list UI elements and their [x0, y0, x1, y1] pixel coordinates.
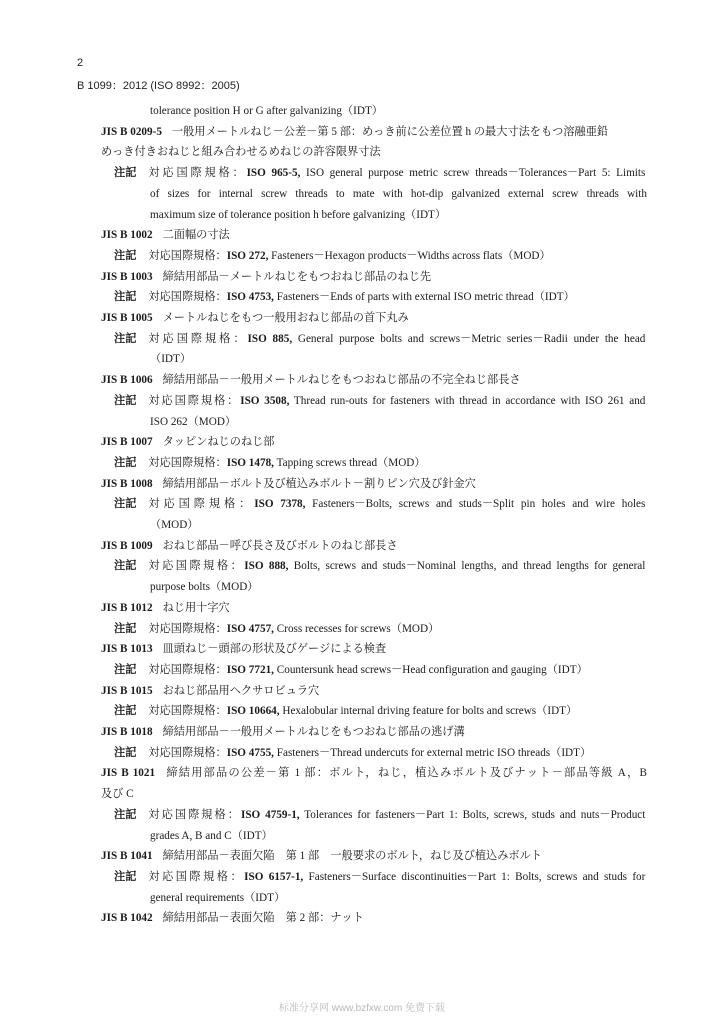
continued-text: ISO 262（MOD） — [150, 415, 237, 428]
iso-title: Fasteners－Hexagon products－Widths across flats（MOD） — [268, 249, 551, 262]
entry-title: おねじ部品用ヘクサロビュラ穴 — [162, 684, 320, 697]
iso-title: Tolerances for fasteners－Part 1: Bolts, screws, studs and nuts－Product — [299, 808, 646, 821]
standard-entry — [101, 601, 230, 616]
standard-entry — [101, 911, 364, 926]
note-label: 注記 — [114, 332, 137, 345]
page-number: 2 — [77, 57, 84, 69]
note-label: 注記 — [114, 167, 137, 180]
iso-title: Bolts, screws and studs－Nominal lengths, and thread lengths for general — [288, 560, 646, 573]
entry-title: メートルねじをもつ一般用おねじ部品の首下丸み — [162, 312, 409, 324]
note-label: 注記 — [114, 870, 137, 883]
note-text — [148, 166, 645, 181]
correspondence-note — [114, 663, 588, 678]
iso-title: Cross recesses for screws（MOD） — [273, 622, 440, 635]
note-text — [148, 870, 645, 885]
note-label: 注記 — [114, 622, 137, 635]
correspondence-note — [114, 166, 645, 181]
note-text — [148, 332, 645, 347]
note-text — [148, 808, 645, 823]
correspondence-note — [114, 870, 645, 885]
iso-number: ISO 272, — [226, 249, 269, 262]
entry-title: 締結用部品－表面欠陥 第 1 部 一般要求のボルト，ねじ及び植込みボルト — [162, 850, 542, 863]
note-text — [148, 249, 550, 264]
entry-title: 及び C — [101, 788, 134, 801]
standard-entry — [101, 684, 319, 699]
iso-number: ISO 10664, — [226, 705, 280, 718]
entry-title: 二面幅の寸法 — [162, 229, 230, 242]
jis-code: JIS B 1005 — [101, 312, 153, 324]
iso-number: ISO 7378, — [254, 498, 306, 511]
standard-entry — [101, 849, 542, 864]
note-label: 注記 — [114, 498, 137, 511]
note-text — [148, 704, 577, 719]
iso-title: General purpose bolts and screws－Metric series－Radii under the head — [292, 332, 646, 345]
note-prefix: 対応国際規格： — [148, 332, 248, 345]
note-prefix: 対応国際規格： — [148, 456, 227, 469]
iso-title: Tapping screws thread（MOD） — [273, 456, 426, 469]
entry-title: タッピンねじのねじ部 — [162, 436, 275, 449]
note-text — [148, 559, 645, 574]
jis-code: JIS B 1013 — [101, 643, 153, 656]
continued-text: （MOD） — [150, 519, 199, 531]
note-text — [148, 663, 587, 678]
standard-reference: B 1099：2012 (ISO 8992：2005) — [77, 80, 240, 92]
note-prefix: 対応国際規格： — [148, 394, 241, 407]
iso-number: ISO 6157-1, — [244, 870, 304, 883]
iso-title: Hexalobular internal driving feature for bolts and screws（IDT） — [279, 705, 578, 718]
note-continued — [150, 104, 383, 119]
jis-code: JIS B 1012 — [101, 601, 153, 614]
note-label: 注記 — [114, 705, 137, 718]
continued-text: of sizes for internal screw threads to mate with hot-dip galvanized external screw threads with — [150, 187, 647, 200]
jis-code: JIS B 1009 — [101, 539, 153, 552]
note-text — [148, 497, 645, 512]
entry-title: めっき付きおねじと組み合わせるめねじの許容限界寸法 — [101, 146, 381, 159]
jis-code: JIS B 1006 — [101, 374, 153, 387]
note-label: 注記 — [114, 746, 137, 759]
jis-code: JIS B 1018 — [101, 726, 153, 738]
continued-text: grades A, B and C（IDT） — [150, 829, 273, 842]
note-prefix: 対応国際規格： — [148, 746, 227, 759]
iso-title: ISO general purpose metric screw threads－Tolerances－Part 5: Limits — [300, 167, 646, 180]
note-prefix: 対応国際規格： — [148, 870, 245, 883]
entry-title: 締結用部品－ボルト及び植込みボルト－割りピン穴及び針金穴 — [162, 477, 476, 490]
note-continued — [150, 415, 236, 430]
note-text — [148, 290, 574, 305]
jis-code: JIS B 1041 — [101, 850, 153, 863]
iso-number: ISO 7721, — [226, 663, 274, 676]
iso-title: Countersunk head screws－Head configuration and gauging（IDT） — [273, 663, 588, 676]
continued-text: maximum size of tolerance position h before galvanizing（IDT） — [150, 208, 447, 221]
note-continued — [150, 208, 446, 223]
correspondence-note — [114, 290, 575, 305]
continued-text: tolerance position H or G after galvanizing（IDT） — [150, 105, 383, 117]
iso-number: ISO 885, — [247, 332, 293, 345]
jis-code: JIS B 1003 — [101, 270, 153, 283]
correspondence-note — [114, 746, 591, 761]
note-prefix: 対応国際規格： — [148, 249, 227, 262]
note-prefix: 対応国際規格： — [148, 705, 227, 718]
iso-title: Fasteners－Thread undercuts for external metric ISO threads（IDT） — [273, 746, 592, 759]
iso-title: Fasteners－Bolts, screws and studs－Split pin holes and wire holes — [305, 498, 646, 511]
continued-text: （IDT） — [150, 353, 192, 366]
standard-entry — [101, 125, 608, 140]
iso-title: Thread run-outs for fasteners with thread in accordance with ISO 261 and — [289, 394, 646, 407]
standard-entry — [101, 539, 398, 554]
iso-number: ISO 888, — [244, 560, 289, 573]
standard-entry — [101, 477, 476, 492]
iso-title: Fasteners－Surface discontinuities－Part 1: Bolts, screws and studs for — [303, 870, 646, 883]
entry-title-continued — [101, 787, 134, 802]
standard-entry — [101, 373, 521, 388]
note-prefix: 対応国際規格： — [148, 291, 227, 304]
iso-number: ISO 4757, — [226, 622, 274, 635]
note-text — [148, 746, 591, 761]
jis-code: JIS B 1008 — [101, 477, 153, 490]
standard-entry — [101, 311, 409, 326]
jis-code: JIS B 1021 — [101, 767, 156, 780]
entry-title: 締結用部品の公差－第 1 部：ボルト，ねじ，植込みボルト及びナット－部品等級 A，B — [165, 767, 648, 780]
jis-code: JIS B 0209-5 — [101, 125, 162, 138]
entry-title: 締結用部品－一般用メートルねじをもつおねじ部品の逃げ溝 — [162, 726, 465, 738]
jis-code: JIS B 1002 — [101, 229, 153, 242]
entry-title: 締結用部品－一般用メートルねじをもつおねじ部品の不完全ねじ部長さ — [162, 374, 521, 387]
watermark-footer: 标准分享网 www.bzfxw.com 免费下载 — [278, 1003, 446, 1014]
entry-title: ねじ用十字穴 — [162, 601, 230, 614]
correspondence-note — [114, 808, 645, 823]
jis-code: JIS B 1042 — [101, 912, 153, 925]
iso-number: ISO 4753, — [226, 291, 274, 304]
continued-text: purpose bolts（MOD） — [150, 581, 259, 594]
note-prefix: 対応国際規格： — [148, 560, 245, 573]
note-prefix: 対応国際規格： — [148, 498, 255, 511]
standard-entry — [101, 435, 275, 450]
correspondence-note — [114, 497, 645, 512]
standard-entry — [101, 642, 386, 657]
standard-entry — [101, 766, 647, 781]
note-continued — [150, 580, 258, 595]
jis-code: JIS B 1015 — [101, 684, 153, 697]
entry-title: 皿頭ねじ－頭部の形状及びゲージによる検査 — [162, 643, 387, 656]
correspondence-note — [114, 332, 645, 347]
standard-entry — [101, 228, 230, 243]
entry-title: おねじ部品－呼び長さ及びボルトのねじ部長さ — [162, 539, 398, 552]
iso-number: ISO 4755, — [226, 746, 274, 759]
note-prefix: 対応国際規格： — [148, 663, 227, 676]
correspondence-note — [114, 456, 426, 471]
note-label: 注記 — [114, 808, 137, 821]
note-label: 注記 — [114, 291, 137, 304]
note-prefix: 対応国際規格： — [148, 808, 241, 821]
note-text — [148, 622, 439, 637]
note-text — [148, 394, 645, 409]
continued-text: general requirements（IDT） — [150, 891, 286, 904]
iso-number: ISO 1478, — [226, 456, 274, 469]
note-continued — [150, 187, 647, 202]
note-text — [148, 456, 425, 471]
note-label: 注記 — [114, 560, 137, 573]
correspondence-note — [114, 394, 645, 409]
note-label: 注記 — [114, 394, 137, 407]
note-continued — [150, 891, 285, 906]
correspondence-note — [114, 249, 551, 264]
entry-title: 締結用部品－表面欠陥 第 2 部：ナット — [162, 912, 364, 925]
correspondence-note — [114, 622, 439, 637]
jis-code: JIS B 1007 — [101, 436, 153, 449]
note-label: 注記 — [114, 663, 137, 676]
entry-title-continued — [101, 145, 381, 160]
note-label: 注記 — [114, 456, 137, 469]
correspondence-note — [114, 559, 645, 574]
note-continued — [150, 829, 273, 844]
iso-number: ISO 4759-1, — [240, 808, 300, 821]
entry-title: 締結用部品－メートルねじをもつおねじ部品のねじ先 — [162, 270, 432, 283]
entry-title: 一般用メートルねじ－公差－第 5 部：めっき前に公差位置 h の最大寸法をもつ溶融亜鉛 — [171, 125, 609, 138]
iso-number: ISO 965-5, — [246, 167, 301, 180]
note-continued — [150, 518, 198, 533]
note-label: 注記 — [114, 249, 137, 262]
correspondence-note — [114, 704, 577, 719]
standard-entry — [101, 270, 431, 285]
note-continued — [150, 352, 191, 367]
note-prefix: 対応国際規格： — [148, 167, 247, 180]
iso-title: Fasteners－Ends of parts with external ISO metric thread（IDT） — [273, 291, 575, 304]
iso-number: ISO 3508, — [240, 394, 290, 407]
note-prefix: 対応国際規格： — [148, 622, 227, 635]
standard-entry — [101, 725, 465, 740]
